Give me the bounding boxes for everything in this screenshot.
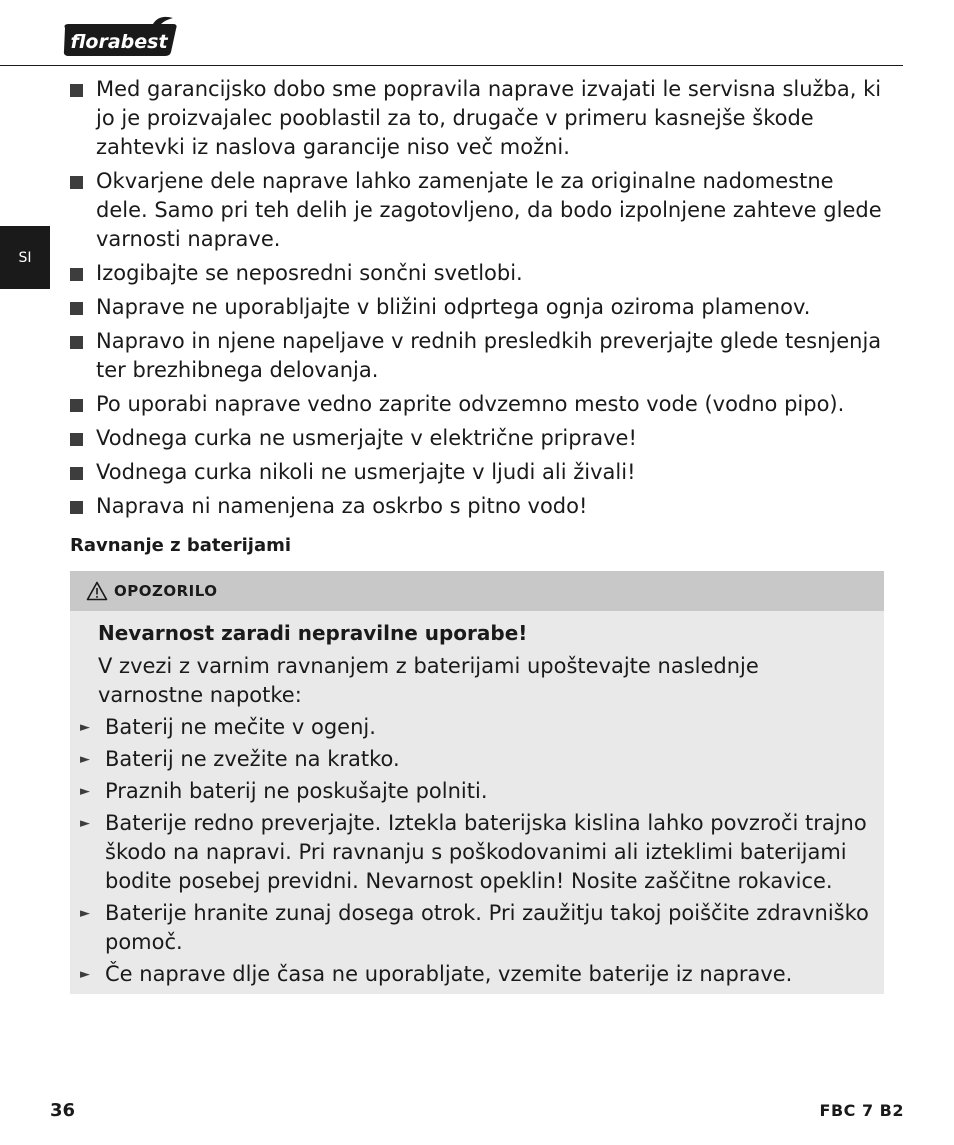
square-bullet-icon <box>70 302 83 315</box>
page-number: 36 <box>50 1100 76 1121</box>
warning-box <box>70 571 884 994</box>
list-item: ► Baterij ne zvežite na kratko. <box>80 745 870 774</box>
svg-text:florabest: florabest <box>70 31 168 53</box>
square-bullet-icon <box>70 268 83 281</box>
arrow-bullet-icon: ► <box>80 784 90 799</box>
warning-header <box>70 571 884 611</box>
list-item: ► Če naprave dlje časa ne uporabljate, vzemite baterije iz naprave. <box>80 960 870 989</box>
arrow-bullet-icon: ► <box>80 816 90 831</box>
list-item: Po uporabi naprave vedno zaprite odvzemno mesto vode (vodno pipo). <box>70 390 890 419</box>
square-bullet-icon <box>70 467 83 480</box>
list-item: Med garancijsko dobo sme popravila naprave izvajati le servisna služba, ki jo je proizvajalec pooblastil za to, drugače v primeru kasnejše škode zahtevki iz naslova garancije niso več možni. <box>70 75 890 162</box>
list-item: Napravo in njene napeljave v rednih presledkih preverjajte glede tesnjenja ter brezhibnega delovanja. <box>70 327 890 385</box>
list-item: ► Baterij ne mečite v ogenj. <box>80 713 870 742</box>
list-item: ► Baterije redno preverjajte. Iztekla baterijska kislina lahko povzroči trajno škodo na napravi. Pri ravnanju s poškodovanimi ali izteklimi baterijami bodite posebej previdni. Nevarnost opeklin! Nosite zaščitne rokavice. <box>80 811 867 893</box>
list-item: Vodnega curka ne usmerjajte v električne priprave! <box>70 424 890 453</box>
list-item: Naprava ni namenjena za oskrbo s pitno vodo! <box>70 492 890 521</box>
florabest-logo <box>61 16 179 60</box>
arrow-bullet-icon: ► <box>80 967 90 982</box>
square-bullet-icon <box>70 176 83 189</box>
list-item: ► Baterije hranite zunaj dosega otrok. Pri zaužitju takoj poiščite zdravniško pomoč. <box>80 901 869 954</box>
warning-triangle-icon <box>86 581 108 601</box>
list-item: Izogibajte se neposredni sončni svetlobi. <box>70 259 890 288</box>
model-code: FBC 7 B2 <box>819 1101 904 1120</box>
header-divider <box>0 65 903 66</box>
battery-safety-list <box>80 713 870 992</box>
arrow-bullet-icon: ► <box>80 720 90 735</box>
language-tab <box>0 226 50 289</box>
warning-label: OPOZORILO <box>114 582 218 600</box>
section-heading: Ravnanje z baterijami <box>70 535 292 556</box>
list-item: ► Praznih baterij ne poskušajte polniti. <box>80 777 870 806</box>
safety-list <box>70 75 890 526</box>
warning-title: Nevarnost zaradi nepravilne uporabe! <box>98 621 528 645</box>
square-bullet-icon <box>70 336 83 349</box>
list-item: Okvarjene dele naprave lahko zamenjate le za originalne nadomestne dele. Samo pri teh delih je zagotovljeno, da bodo izpolnjene zahteve glede varnosti naprave. <box>70 167 890 254</box>
square-bullet-icon <box>70 399 83 412</box>
arrow-bullet-icon: ► <box>80 752 90 767</box>
arrow-bullet-icon: ► <box>80 906 90 921</box>
list-item: Vodnega curka nikoli ne usmerjajte v ljudi ali živali! <box>70 458 890 487</box>
list-item: Naprave ne uporabljajte v bližini odprtega ognja oziroma plamenov. <box>70 293 890 322</box>
warning-intro: V zvezi z varnim ravnanjem z baterijami upoštevajte naslednje varnostne napotke: <box>98 654 759 707</box>
square-bullet-icon <box>70 84 83 97</box>
square-bullet-icon <box>70 433 83 446</box>
square-bullet-icon <box>70 501 83 514</box>
language-tab-label: SI <box>18 249 32 266</box>
